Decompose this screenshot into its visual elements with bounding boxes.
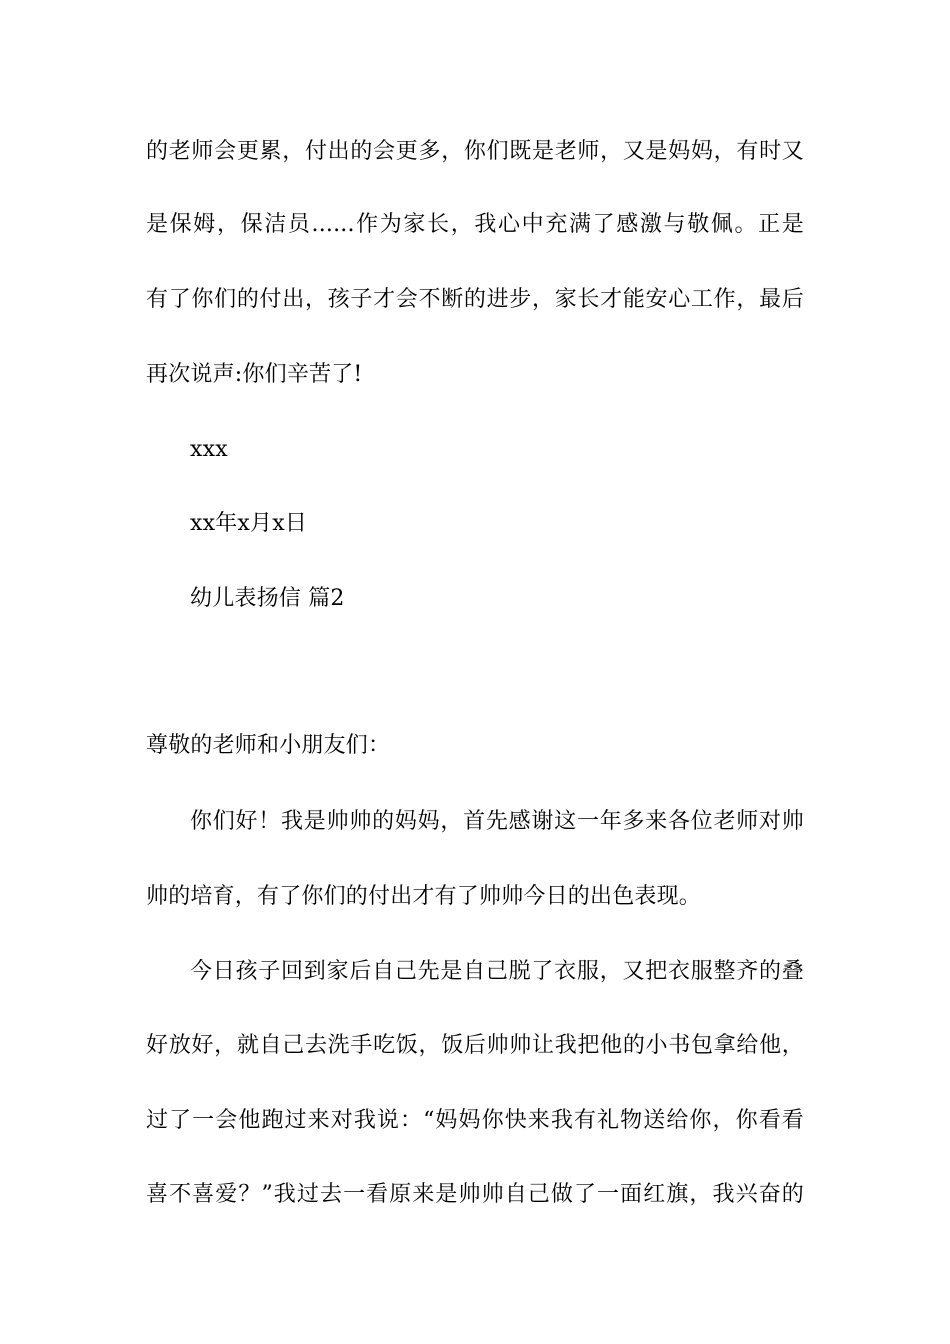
paragraph-line: 你们好！我是帅帅的妈妈，首先感谢这一年多来各位老师对帅	[190, 809, 804, 834]
paragraph-line: 过了一会他跑过来对我说：“妈妈你快来我有礼物送给你，你看看	[146, 1108, 804, 1133]
paragraph-line: 好放好，就自己去洗手吃饭，饭后帅帅让我把他的小书包拿给他，	[146, 1033, 804, 1058]
paragraph-line: 喜不喜爱？”我过去一看原来是帅帅自己做了一面红旗，我兴奋的	[146, 1182, 804, 1207]
paragraph-line: 是保姆，保洁员......作为家长，我心中充满了感激与敬佩。正是	[146, 212, 804, 237]
paragraph-line: 有了你们的付出，孩子才会不断的进步，家长才能安心工作，最后	[146, 287, 804, 312]
signature-name: xxx	[190, 437, 228, 462]
section-heading: 幼儿表扬信 篇2	[190, 586, 345, 611]
salutation: 尊敬的老师和小朋友们：	[146, 733, 391, 758]
paragraph-line: 今日孩子回到家后自己先是自己脱了衣服，又把衣服整齐的叠	[190, 959, 804, 984]
paragraph-line: 再次说声:你们辛苦了!	[146, 362, 363, 387]
signature-date: xx年x月x日	[190, 511, 308, 536]
paragraph-line: 帅的培育，有了你们的付出才有了帅帅今日的出色表现。	[146, 884, 702, 909]
paragraph-line: 的老师会更累，付出的会更多，你们既是老师，又是妈妈，有时又	[146, 139, 804, 164]
